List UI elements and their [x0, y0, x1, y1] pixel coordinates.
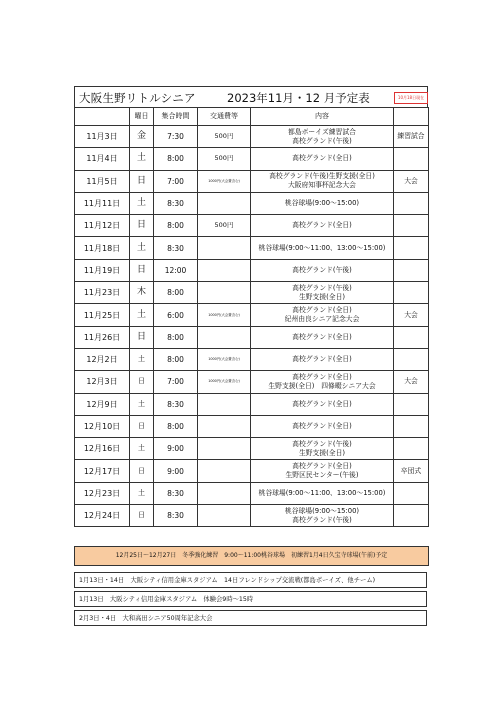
row-fee: 500円 — [198, 215, 251, 237]
content-line: 高校グランド(全日) — [292, 399, 352, 408]
row-fee — [198, 326, 251, 348]
row-content — [251, 170, 394, 192]
row-fee — [198, 192, 251, 214]
row-note — [394, 482, 429, 504]
row-note — [394, 348, 429, 370]
row-assembly-time: 8:00 — [154, 148, 198, 170]
row-assembly-time: 8:30 — [154, 237, 198, 259]
table-row — [75, 215, 429, 237]
content-line: 大阪府知事杯記念大会 — [288, 181, 356, 190]
row-note: 卒団式 — [394, 460, 429, 482]
row-weekday: 土 — [130, 438, 154, 460]
table-row — [75, 393, 429, 415]
row-weekday: 日 — [130, 215, 154, 237]
row-content — [251, 192, 394, 214]
table-row — [75, 237, 429, 259]
row-content — [251, 348, 394, 370]
content-line: 高校グランド(午後) — [292, 136, 352, 145]
table-row — [75, 326, 429, 348]
row-content — [251, 215, 394, 237]
content-line: 生野支援(全日) 四條畷シニア大会 — [268, 381, 376, 390]
event-line-3: 2月3日・4日 大和高田シニア50周年記念大会 — [74, 610, 427, 626]
row-weekday: 日 — [130, 371, 154, 393]
row-date: 12月23日 — [75, 482, 130, 504]
row-fee: 1000円(大会費含む) — [198, 371, 251, 393]
row-weekday: 日 — [130, 505, 154, 527]
content-line: 高校グランド(全日) — [292, 422, 352, 430]
row-assembly-time: 6:00 — [154, 304, 198, 326]
row-fee — [198, 505, 251, 527]
row-fee — [198, 393, 251, 415]
row-content — [251, 415, 394, 437]
row-content — [251, 126, 394, 148]
row-fee: 1000円(大会費含む) — [198, 170, 251, 192]
row-content — [251, 505, 394, 527]
table-row — [75, 192, 429, 214]
row-weekday: 土 — [130, 237, 154, 259]
row-date: 11月26日 — [75, 326, 130, 348]
row-note — [394, 192, 429, 214]
row-weekday: 日 — [130, 259, 154, 281]
row-date: 12月17日 — [75, 460, 130, 482]
schedule-rows — [75, 126, 429, 527]
content-line: 都島ボーイズ練習試合 — [288, 127, 356, 136]
row-note: 大会 — [394, 170, 429, 192]
row-content — [251, 482, 394, 504]
row-assembly-time: 8:30 — [154, 482, 198, 504]
team-name: 大阪生野リトルシニア — [79, 91, 196, 105]
table-header-row — [75, 108, 429, 126]
content-line: 紀州由良シニア記念大会 — [284, 315, 360, 324]
table-row — [75, 348, 429, 370]
schedule-sheet — [74, 86, 428, 527]
table-row — [75, 304, 429, 326]
header-time: 集合時間 — [154, 108, 198, 126]
row-content — [251, 148, 394, 170]
content-line: 桃谷球場(9:00～11:00、13:00～15:00) — [258, 488, 386, 497]
table-row — [75, 148, 429, 170]
row-weekday: 日 — [130, 460, 154, 482]
row-content — [251, 259, 394, 281]
row-content — [251, 237, 394, 259]
row-note — [394, 259, 429, 281]
row-date: 12月2日 — [75, 348, 130, 370]
row-fee — [198, 415, 251, 437]
table-row — [75, 371, 429, 393]
row-assembly-time: 7:00 — [154, 371, 198, 393]
row-assembly-time: 8:30 — [154, 192, 198, 214]
content-line: 桃谷球場(9:00～15:00) — [284, 199, 360, 208]
row-assembly-time: 8:00 — [154, 215, 198, 237]
row-assembly-time: 9:00 — [154, 438, 198, 460]
row-note — [394, 148, 429, 170]
row-date: 11月12日 — [75, 215, 130, 237]
table-row — [75, 126, 429, 148]
row-content — [251, 371, 394, 393]
row-note: 練習試合 — [394, 126, 429, 148]
row-assembly-time: 9:00 — [154, 460, 198, 482]
row-fee — [198, 237, 251, 259]
content-line: 生野支援(全日) — [298, 448, 346, 457]
header-note — [394, 108, 429, 126]
row-weekday: 日 — [130, 170, 154, 192]
content-line: 生野支援(全日) — [298, 292, 346, 301]
row-date: 11月25日 — [75, 304, 130, 326]
row-assembly-time: 7:30 — [154, 126, 198, 148]
table-row — [75, 170, 429, 192]
row-weekday: 土 — [130, 192, 154, 214]
table-row — [75, 282, 429, 304]
row-note — [394, 215, 429, 237]
row-weekday: 日 — [130, 415, 154, 437]
row-fee — [198, 460, 251, 482]
row-date: 12月24日 — [75, 505, 130, 527]
row-fee — [198, 482, 251, 504]
row-weekday: 木 — [130, 282, 154, 304]
row-note: 大会 — [394, 304, 429, 326]
row-date: 11月18日 — [75, 237, 130, 259]
schedule-period: 2023年11月・12 月予定表 — [227, 91, 370, 105]
row-assembly-time: 8:30 — [154, 505, 198, 527]
row-weekday: 金 — [130, 126, 154, 148]
content-line: 高校グランド(全日) — [292, 306, 352, 315]
table-row — [75, 460, 429, 482]
row-assembly-time: 8:30 — [154, 393, 198, 415]
content-line: 高校グランド(午後) — [292, 265, 352, 274]
row-date: 11月19日 — [75, 259, 130, 281]
row-date: 12月9日 — [75, 393, 130, 415]
row-fee — [198, 282, 251, 304]
content-line: 高校グランド(全日) — [292, 355, 352, 364]
content-line: 高校グランド(午後) — [292, 439, 352, 448]
row-content — [251, 282, 394, 304]
header-date — [75, 108, 130, 126]
table-row — [75, 438, 429, 460]
updated-stamp: 10月18日現在 — [394, 92, 428, 104]
row-fee — [198, 438, 251, 460]
content-line: 高校グランド(全日) — [292, 221, 352, 230]
content-line: 高校グランド(全日) — [292, 332, 352, 341]
content-line: 高校グランド(全日) — [292, 154, 352, 163]
row-assembly-time: 8:00 — [154, 282, 198, 304]
event-line-2: 1月13日 大阪シティ信用金庫スタジアム 体験会9時～15時 — [74, 591, 427, 607]
row-date: 11月11日 — [75, 192, 130, 214]
schedule-table — [74, 107, 429, 527]
row-note — [394, 326, 429, 348]
header-content: 内容 — [251, 108, 394, 126]
row-assembly-time: 8:00 — [154, 326, 198, 348]
content-line: 高校グランド(午後)生野支援(全日) — [269, 172, 375, 181]
row-weekday: 土 — [130, 482, 154, 504]
content-line: 高校グランド(全日) — [292, 372, 352, 381]
row-date: 11月5日 — [75, 170, 130, 192]
content-line: 高校グランド(午後) — [292, 283, 352, 292]
header-fee: 交通費等 — [198, 108, 251, 126]
event-line-1: 1月13日・14日 大阪シティ信用金庫スタジアム 14日フレンドシップ交流戦(都島ボーイズ、他チーム) — [74, 572, 427, 588]
row-assembly-time: 8:00 — [154, 348, 198, 370]
header-dow: 曜日 — [130, 108, 154, 126]
row-fee: 1000円(大会費含む) — [198, 348, 251, 370]
row-note — [394, 505, 429, 527]
row-note: 大会 — [394, 371, 429, 393]
table-row — [75, 482, 429, 504]
table-row — [75, 259, 429, 281]
row-date: 11月3日 — [75, 126, 130, 148]
row-date: 12月10日 — [75, 415, 130, 437]
winter-camp-notice: 12月25日～12月27日 冬季強化練習 9:00～11:00桃谷球場 初練習1月4日久宝寺球場(午前)予定 — [74, 546, 429, 566]
row-date: 11月4日 — [75, 148, 130, 170]
row-fee: 500円 — [198, 148, 251, 170]
row-date: 12月3日 — [75, 371, 130, 393]
row-content — [251, 304, 394, 326]
row-note — [394, 282, 429, 304]
row-date: 12月16日 — [75, 438, 130, 460]
row-content — [251, 393, 394, 415]
row-note — [394, 393, 429, 415]
row-note — [394, 438, 429, 460]
content-line: 生野区民センター(午後) — [285, 471, 359, 480]
row-assembly-time: 7:00 — [154, 170, 198, 192]
row-weekday: 土 — [130, 148, 154, 170]
row-assembly-time: 12:00 — [154, 259, 198, 281]
row-weekday: 土 — [130, 348, 154, 370]
row-weekday: 土 — [130, 304, 154, 326]
row-content — [251, 326, 394, 348]
table-row — [75, 415, 429, 437]
row-assembly-time: 8:00 — [154, 415, 198, 437]
row-content — [251, 460, 394, 482]
row-weekday: 土 — [130, 393, 154, 415]
title-row — [74, 86, 428, 107]
row-weekday: 日 — [130, 326, 154, 348]
row-date: 11月23日 — [75, 282, 130, 304]
row-fee: 1000円(大会費含む) — [198, 304, 251, 326]
table-row — [75, 505, 429, 527]
content-line: 高校グランド(午後) — [292, 515, 352, 524]
content-line: 桃谷球場(9:00～11:00、13:00～15:00) — [258, 243, 386, 252]
content-line: 高校グランド(全日) — [292, 462, 352, 471]
row-fee: 500円 — [198, 126, 251, 148]
row-fee — [198, 259, 251, 281]
row-note — [394, 415, 429, 437]
row-note — [394, 237, 429, 259]
row-content — [251, 438, 394, 460]
content-line: 桃谷球場(9:00～15:00) — [284, 506, 360, 515]
